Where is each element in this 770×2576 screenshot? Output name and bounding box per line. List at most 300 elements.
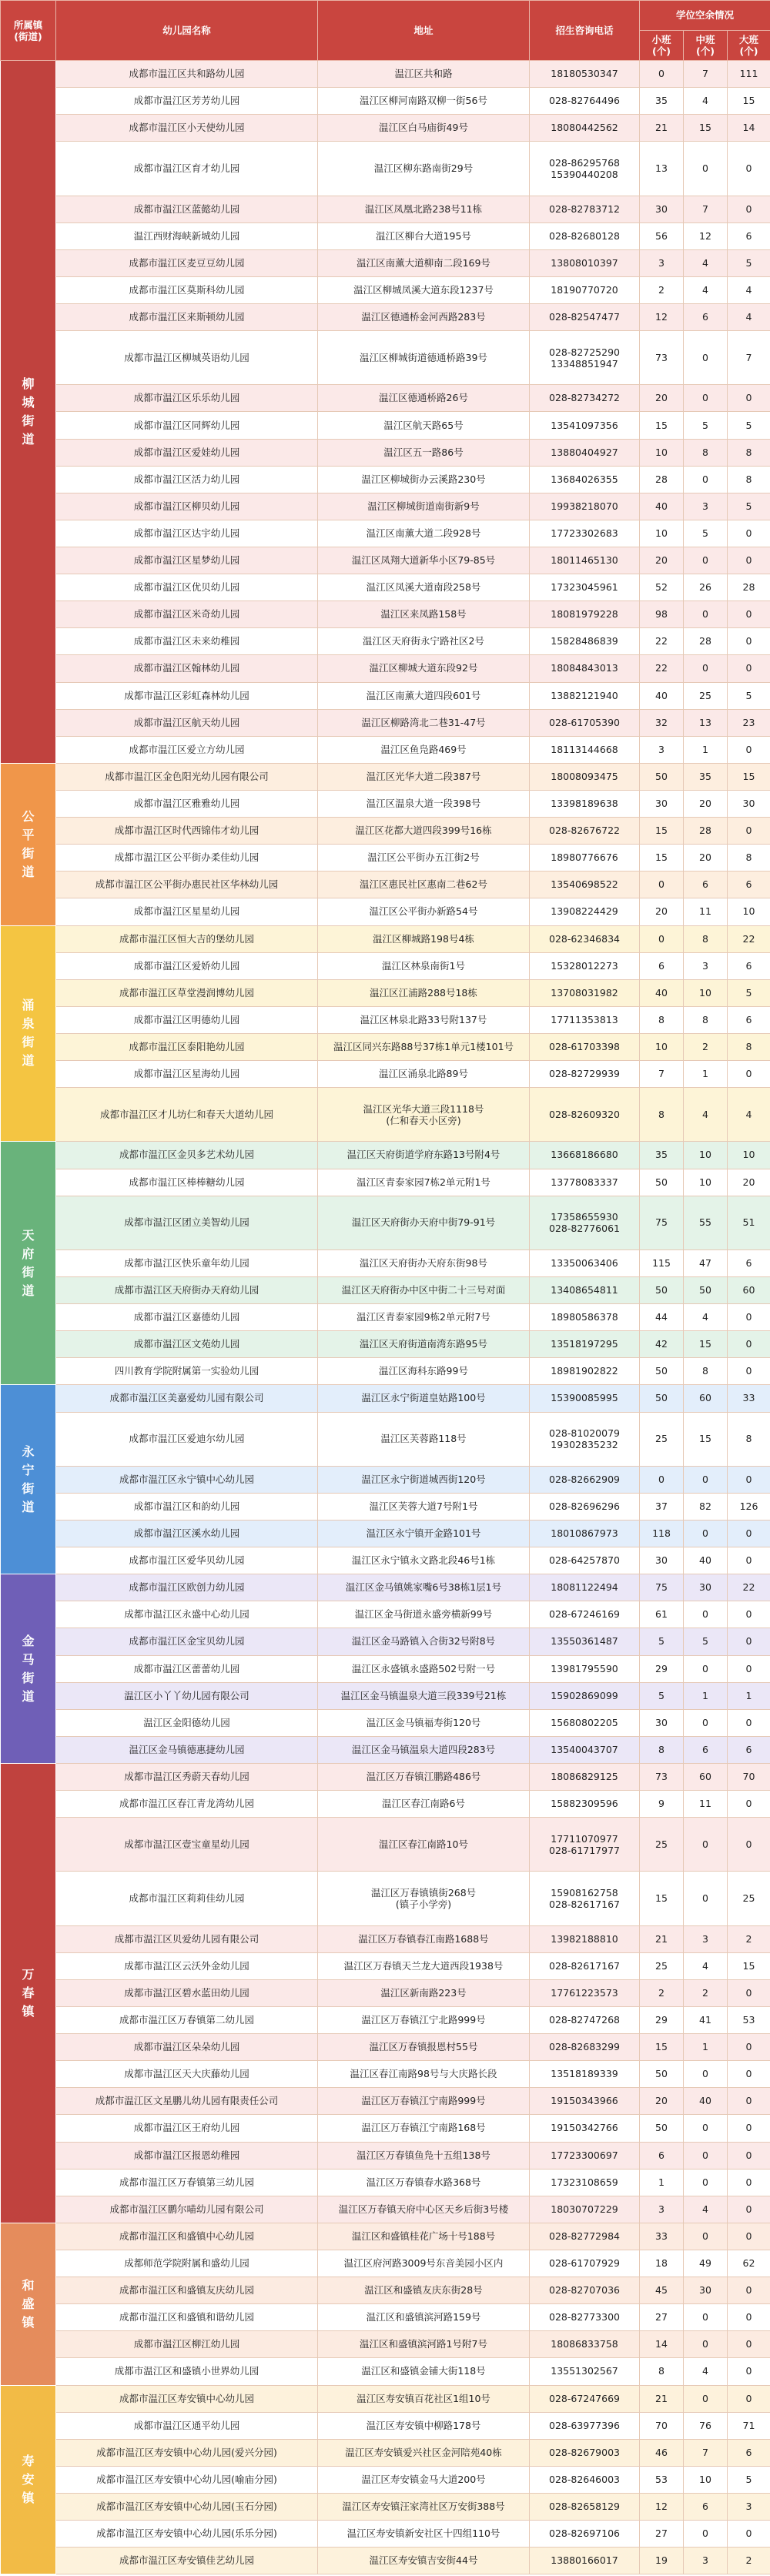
- middle-class-vacancy: 0: [684, 2521, 728, 2548]
- school-name: 成都市温江区爱迪尔幼儿园: [56, 1412, 318, 1466]
- phone: 18113144668: [530, 736, 640, 763]
- small-class-vacancy: 33: [640, 2223, 684, 2250]
- large-class-vacancy: 0: [728, 2223, 770, 2250]
- address: 温江区柳城街道德通桥路39号: [318, 331, 530, 385]
- school-name: 成都市温江区彩虹森林幼儿园: [56, 682, 318, 709]
- address: 温江区万春镇镇街268号 (镇子小学旁): [318, 1872, 530, 1925]
- table-row: [1, 1088, 770, 1142]
- table-row: [1, 1709, 770, 1736]
- school-name: 成都市温江区通平幼儿园: [56, 2412, 318, 2439]
- school-name: 成都市温江区达宇幼儿园: [56, 520, 318, 547]
- small-class-vacancy: 22: [640, 628, 684, 655]
- middle-class-vacancy: 0: [684, 2115, 728, 2142]
- phone: 028-67247669: [530, 2385, 640, 2412]
- table-row: [1, 493, 770, 520]
- table-row: [1, 2304, 770, 2331]
- phone: 028-82676722: [530, 818, 640, 845]
- phone: 13668186680: [530, 1142, 640, 1169]
- middle-class-vacancy: 8: [684, 1006, 728, 1033]
- address: 温江区五一路86号: [318, 439, 530, 466]
- school-name: 成都市温江区天府街办天府幼儿园: [56, 1276, 318, 1303]
- large-class-vacancy: 6: [728, 1250, 770, 1276]
- school-name: 成都市温江区天大庆藤幼儿园: [56, 2061, 318, 2088]
- middle-class-vacancy: 0: [684, 1818, 728, 1872]
- table-row: [1, 1196, 770, 1250]
- middle-class-vacancy: 20: [684, 790, 728, 817]
- phone: 18080442562: [530, 115, 640, 142]
- large-class-vacancy: 4: [728, 1088, 770, 1142]
- table-row: [1, 520, 770, 547]
- header-middle: 中班 (个): [684, 31, 728, 61]
- phone: 13518189339: [530, 2061, 640, 2088]
- phone: 028-82683299: [530, 2034, 640, 2061]
- table-row: [1, 2277, 770, 2304]
- phone: 19150342766: [530, 2115, 640, 2142]
- phone: 18084843013: [530, 655, 640, 682]
- address: 温江区金马镇温泉大道四段283号: [318, 1736, 530, 1763]
- table-row: [1, 547, 770, 574]
- address: 温江区公平街办五江街2号: [318, 845, 530, 871]
- table-row: [1, 439, 770, 466]
- school-name: 成都市温江区王府幼儿园: [56, 2115, 318, 2142]
- table-row: [1, 466, 770, 493]
- phone: 15882309596: [530, 1791, 640, 1818]
- phone: 028-82783712: [530, 196, 640, 222]
- middle-class-vacancy: 26: [684, 574, 728, 601]
- middle-class-vacancy: 7: [684, 2439, 728, 2466]
- large-class-vacancy: 0: [728, 818, 770, 845]
- small-class-vacancy: 9: [640, 1791, 684, 1818]
- table-row: [1, 2115, 770, 2142]
- school-name: 成都市温江区永盛中心幼儿园: [56, 1601, 318, 1628]
- large-class-vacancy: 0: [728, 2169, 770, 2196]
- school-name: 成都市温江区金色阳光幼儿园有限公司: [56, 763, 318, 790]
- phone: 13398189638: [530, 790, 640, 817]
- school-name: 成都市温江区万春镇第三幼儿园: [56, 2169, 318, 2196]
- table-row: [1, 2466, 770, 2493]
- table-row: [1, 1276, 770, 1303]
- address: 温江区鱼凫路469号: [318, 736, 530, 763]
- table-row: [1, 222, 770, 249]
- middle-class-vacancy: 0: [684, 1466, 728, 1493]
- middle-class-vacancy: 1: [684, 1682, 728, 1709]
- address: 温江区永宁街道城西街120号: [318, 1466, 530, 1493]
- phone: 028-61707929: [530, 2250, 640, 2277]
- large-class-vacancy: 0: [728, 1304, 770, 1331]
- school-name: 成都市温江区寿安镇中心幼儿园(玉石分园): [56, 2493, 318, 2520]
- phone: 028-67246169: [530, 1601, 640, 1628]
- table-row: [1, 88, 770, 115]
- header-phone: 招生咨询电话: [530, 1, 640, 61]
- large-class-vacancy: 0: [728, 1709, 770, 1736]
- phone: 13981795590: [530, 1655, 640, 1682]
- small-class-vacancy: 44: [640, 1304, 684, 1331]
- small-class-vacancy: 73: [640, 1763, 684, 1790]
- middle-class-vacancy: 28: [684, 818, 728, 845]
- school-name: 成都市温江区美嘉爱幼儿园有限公司: [56, 1385, 318, 1412]
- school-name: 成都市温江区麦豆豆幼儿园: [56, 249, 318, 276]
- school-name: 成都市温江区未来幼稚园: [56, 628, 318, 655]
- small-class-vacancy: 5: [640, 1628, 684, 1655]
- town-label: [1, 2223, 56, 2385]
- address: 温江区芙蓉路118号: [318, 1412, 530, 1466]
- school-name: 成都市温江区蕾蕾幼儿园: [56, 1655, 318, 1682]
- address: 温江区青泰家园7栋2单元附1号: [318, 1169, 530, 1196]
- address: 温江区金马街道永盛旁横新99号: [318, 1601, 530, 1628]
- middle-class-vacancy: 10: [684, 1169, 728, 1196]
- school-name: 成都市温江区文苑幼儿园: [56, 1331, 318, 1358]
- small-class-vacancy: 30: [640, 196, 684, 222]
- table-row: [1, 1385, 770, 1412]
- table-row: [1, 682, 770, 709]
- small-class-vacancy: 13: [640, 142, 684, 196]
- school-name: 成都市温江区柳贝幼儿园: [56, 493, 318, 520]
- school-name: 成都市温江区和盛镇小世界幼儿园: [56, 2358, 318, 2385]
- table-row: [1, 2412, 770, 2439]
- address: 温江区同兴东路88号37栋1单元1楼101号: [318, 1033, 530, 1060]
- phone: 17358655930 028-82776061: [530, 1196, 640, 1250]
- middle-class-vacancy: 3: [684, 952, 728, 979]
- address: 温江区德通桥金河西路283号: [318, 304, 530, 331]
- school-name: 成都市温江区和盛镇友庆幼儿园: [56, 2277, 318, 2304]
- address: 温江区万春镇春水路368号: [318, 2169, 530, 2196]
- small-class-vacancy: 25: [640, 1818, 684, 1872]
- school-name: 温江西财海峡新城幼儿园: [56, 222, 318, 249]
- table-row: [1, 2142, 770, 2169]
- middle-class-vacancy: 10: [684, 1142, 728, 1169]
- small-class-vacancy: 37: [640, 1493, 684, 1520]
- address: 温江区江浦路288号18栋: [318, 979, 530, 1006]
- phone: 028-81020079 19302835232: [530, 1412, 640, 1466]
- address: 温江区凤凰北路238号11栋: [318, 196, 530, 222]
- phone: 028-82662909: [530, 1466, 640, 1493]
- address: 温江区金马镇温泉大道三段339号21栋: [318, 1682, 530, 1709]
- small-class-vacancy: 118: [640, 1520, 684, 1547]
- school-name: 成都市温江区寿安镇中心幼儿园: [56, 2385, 318, 2412]
- middle-class-vacancy: 12: [684, 222, 728, 249]
- table-row: [1, 2358, 770, 2385]
- school-name: 成都市温江区莫斯科幼儿园: [56, 276, 318, 303]
- small-class-vacancy: 52: [640, 574, 684, 601]
- middle-class-vacancy: 2: [684, 1979, 728, 2006]
- small-class-vacancy: 18: [640, 2250, 684, 2277]
- school-name: 四川教育学院附属第一实验幼儿园: [56, 1358, 318, 1385]
- school-name: 成都市温江区金贝多艺术幼儿园: [56, 1142, 318, 1169]
- school-name: 成都市温江区欧创力幼儿园: [56, 1574, 318, 1601]
- large-class-vacancy: 0: [728, 1061, 770, 1088]
- middle-class-vacancy: 5: [684, 520, 728, 547]
- middle-class-vacancy: 60: [684, 1763, 728, 1790]
- town-label: [1, 1142, 56, 1385]
- town-name: 涌泉街道: [22, 998, 35, 1069]
- school-name: 成都市温江区和盛镇中心幼儿园: [56, 2223, 318, 2250]
- large-class-vacancy: 0: [728, 2304, 770, 2331]
- school-name: 成都市温江区公平街办惠民社区华林幼儿园: [56, 871, 318, 898]
- school-name: 成都市温江区乐乐幼儿园: [56, 385, 318, 412]
- school-name: 温江区金阳德幼儿园: [56, 1709, 318, 1736]
- small-class-vacancy: 40: [640, 493, 684, 520]
- small-class-vacancy: 73: [640, 331, 684, 385]
- small-class-vacancy: 20: [640, 385, 684, 412]
- large-class-vacancy: 28: [728, 574, 770, 601]
- table-row: [1, 952, 770, 979]
- small-class-vacancy: 10: [640, 439, 684, 466]
- large-class-vacancy: 8: [728, 845, 770, 871]
- school-name: 成都市温江区公平街办柔佳幼儿园: [56, 845, 318, 871]
- small-class-vacancy: 27: [640, 2521, 684, 2548]
- middle-class-vacancy: 6: [684, 1736, 728, 1763]
- small-class-vacancy: 8: [640, 1088, 684, 1142]
- school-name: 成都市温江区芳芳幼儿园: [56, 88, 318, 115]
- table-row: [1, 1358, 770, 1385]
- table-row: [1, 2439, 770, 2466]
- school-name: 成都市温江区优贝幼儿园: [56, 574, 318, 601]
- middle-class-vacancy: 3: [684, 1925, 728, 1952]
- large-class-vacancy: 0: [728, 2088, 770, 2115]
- middle-class-vacancy: 0: [684, 1709, 728, 1736]
- middle-class-vacancy: 0: [684, 466, 728, 493]
- school-name: 成都师范学院附属和盛幼儿园: [56, 2250, 318, 2277]
- small-class-vacancy: 15: [640, 412, 684, 439]
- school-name: 成都市温江区寿安镇中心幼儿园(乐乐分园): [56, 2521, 318, 2548]
- address: 温江区万春镇天府中心区天乡后街3号楼: [318, 2196, 530, 2223]
- school-name: 成都市温江区柳江幼儿园: [56, 2331, 318, 2358]
- header-address: 地址: [318, 1, 530, 61]
- large-class-vacancy: 6: [728, 1736, 770, 1763]
- school-name: 温江区小丫丫幼儿园有限公司: [56, 1682, 318, 1709]
- large-class-vacancy: 7: [728, 331, 770, 385]
- table-row: [1, 736, 770, 763]
- table-row: [1, 1574, 770, 1601]
- small-class-vacancy: 50: [640, 2115, 684, 2142]
- table-row: [1, 2385, 770, 2412]
- large-class-vacancy: 6: [728, 222, 770, 249]
- phone: 18081979228: [530, 601, 640, 628]
- address: 温江区光华大道三段1118号 (仁和春天小区旁): [318, 1088, 530, 1142]
- small-class-vacancy: 25: [640, 1412, 684, 1466]
- phone: 13778083337: [530, 1169, 640, 1196]
- phone: 13708031982: [530, 979, 640, 1006]
- address: 温江区温泉大道一段398号: [318, 790, 530, 817]
- middle-class-vacancy: 4: [684, 2358, 728, 2385]
- address: 温江区万春镇江宁北路999号: [318, 2006, 530, 2033]
- school-name: 成都市温江区共和路幼儿园: [56, 61, 318, 88]
- table-row: [1, 2521, 770, 2548]
- address: 温江区德通桥路26号: [318, 385, 530, 412]
- small-class-vacancy: 7: [640, 1061, 684, 1088]
- large-class-vacancy: 0: [728, 2331, 770, 2358]
- town-label: [1, 763, 56, 925]
- phone: 19150343966: [530, 2088, 640, 2115]
- small-class-vacancy: 70: [640, 2412, 684, 2439]
- large-class-vacancy: 4: [728, 304, 770, 331]
- large-class-vacancy: 51: [728, 1196, 770, 1250]
- middle-class-vacancy: 60: [684, 1385, 728, 1412]
- town-name: 柳城街道: [22, 376, 35, 447]
- phone: 028-82773300: [530, 2304, 640, 2331]
- school-name: 成都市温江区快乐童年幼儿园: [56, 1250, 318, 1276]
- middle-class-vacancy: 50: [684, 1276, 728, 1303]
- large-class-vacancy: 10: [728, 898, 770, 925]
- middle-class-vacancy: 0: [684, 1872, 728, 1925]
- table-row: [1, 249, 770, 276]
- middle-class-vacancy: 0: [684, 1655, 728, 1682]
- table-row: [1, 1304, 770, 1331]
- phone: 13518197295: [530, 1331, 640, 1358]
- school-name: 成都市温江区来斯顿幼儿园: [56, 304, 318, 331]
- table-row: [1, 2493, 770, 2520]
- small-class-vacancy: 3: [640, 249, 684, 276]
- table-row: [1, 2250, 770, 2277]
- address: 温江区府河路3009号东音美园小区内: [318, 2250, 530, 2277]
- school-name: 成都市温江区星海幼儿园: [56, 1061, 318, 1088]
- address: 温江区南薰大道二段928号: [318, 520, 530, 547]
- address: 温江区天府街道学府东路13号附4号: [318, 1142, 530, 1169]
- address: 温江区天府街永宁路社区2号: [318, 628, 530, 655]
- address: 温江区柳台大道195号: [318, 222, 530, 249]
- table-row: [1, 1006, 770, 1033]
- town-name: 寿安镇: [22, 2453, 35, 2505]
- table-row: [1, 1872, 770, 1925]
- address: 温江区花都大道四段399号16栋: [318, 818, 530, 845]
- small-class-vacancy: 56: [640, 222, 684, 249]
- table-row: [1, 655, 770, 682]
- table-row: [1, 574, 770, 601]
- phone: 028-64257870: [530, 1547, 640, 1574]
- phone: 028-61705390: [530, 709, 640, 736]
- small-class-vacancy: 46: [640, 2439, 684, 2466]
- address: 温江区涌泉北路89号: [318, 1061, 530, 1088]
- address: 温江区万春镇江宁南路999号: [318, 2088, 530, 2115]
- phone: 17711353813: [530, 1006, 640, 1033]
- table-row: [1, 1142, 770, 1169]
- middle-class-vacancy: 3: [684, 493, 728, 520]
- small-class-vacancy: 15: [640, 845, 684, 871]
- phone: 028-82658129: [530, 2493, 640, 2520]
- middle-class-vacancy: 8: [684, 1358, 728, 1385]
- middle-class-vacancy: 15: [684, 1331, 728, 1358]
- table-row: [1, 1250, 770, 1276]
- large-class-vacancy: 30: [728, 790, 770, 817]
- phone: 17323045961: [530, 574, 640, 601]
- middle-class-vacancy: 7: [684, 61, 728, 88]
- header-large: 大班 (个): [728, 31, 770, 61]
- phone: 19938218070: [530, 493, 640, 520]
- town-label: [1, 925, 56, 1142]
- large-class-vacancy: 2: [728, 1925, 770, 1952]
- phone: 13908224429: [530, 898, 640, 925]
- school-name: 成都市温江区航天幼儿园: [56, 709, 318, 736]
- small-class-vacancy: 40: [640, 682, 684, 709]
- small-class-vacancy: 42: [640, 1331, 684, 1358]
- large-class-vacancy: 0: [728, 628, 770, 655]
- large-class-vacancy: 0: [728, 2277, 770, 2304]
- middle-class-vacancy: 0: [684, 547, 728, 574]
- school-name: 成都市温江区万春镇第二幼儿园: [56, 2006, 318, 2033]
- address: 温江区寿安镇百花社区1组10号: [318, 2385, 530, 2412]
- small-class-vacancy: 45: [640, 2277, 684, 2304]
- address: 温江区天府街办中区中街二十三号对面: [318, 1276, 530, 1303]
- phone: 18190770720: [530, 276, 640, 303]
- address: 温江区光华大道二段387号: [318, 763, 530, 790]
- large-class-vacancy: 5: [728, 979, 770, 1006]
- table-row: [1, 276, 770, 303]
- large-class-vacancy: 4: [728, 276, 770, 303]
- large-class-vacancy: 0: [728, 601, 770, 628]
- table-row: [1, 1520, 770, 1547]
- large-class-vacancy: 70: [728, 1763, 770, 1790]
- address: 温江区天府街道南湾东路95号: [318, 1331, 530, 1358]
- large-class-vacancy: 0: [728, 1655, 770, 1682]
- small-class-vacancy: 115: [640, 1250, 684, 1276]
- large-class-vacancy: 0: [728, 2358, 770, 2385]
- phone: 17723302683: [530, 520, 640, 547]
- phone: 028-82734272: [530, 385, 640, 412]
- table-row: [1, 1466, 770, 1493]
- header-name: 幼儿园名称: [56, 1, 318, 61]
- phone: 13982188810: [530, 1925, 640, 1952]
- large-class-vacancy: 5: [728, 493, 770, 520]
- middle-class-vacancy: 6: [684, 871, 728, 898]
- table-row: [1, 1736, 770, 1763]
- middle-class-vacancy: 0: [684, 331, 728, 385]
- large-class-vacancy: 22: [728, 925, 770, 952]
- school-name: 成都市温江区泰阳艳幼儿园: [56, 1033, 318, 1060]
- phone: 17723300697: [530, 2142, 640, 2169]
- address: 温江区万春镇鱼凫十五组138号: [318, 2142, 530, 2169]
- middle-class-vacancy: 55: [684, 1196, 728, 1250]
- table-row: [1, 2088, 770, 2115]
- phone: 15902869099: [530, 1682, 640, 1709]
- table-row: [1, 1682, 770, 1709]
- small-class-vacancy: 22: [640, 655, 684, 682]
- address: 温江区金马镇姚家嘴6号38栋1层1号: [318, 1574, 530, 1601]
- phone: 15680802205: [530, 1709, 640, 1736]
- middle-class-vacancy: 0: [684, 142, 728, 196]
- phone: 028-82680128: [530, 222, 640, 249]
- table-row: [1, 1791, 770, 1818]
- large-class-vacancy: 0: [728, 1791, 770, 1818]
- address: 温江区惠民社区惠南二巷62号: [318, 871, 530, 898]
- large-class-vacancy: 5: [728, 412, 770, 439]
- phone: 13541097356: [530, 412, 640, 439]
- header-vacancy: 学位空余情况: [640, 1, 770, 31]
- small-class-vacancy: 29: [640, 2006, 684, 2033]
- table-row: [1, 1628, 770, 1655]
- large-class-vacancy: 33: [728, 1385, 770, 1412]
- address: 温江区柳东路南街29号: [318, 142, 530, 196]
- middle-class-vacancy: 30: [684, 1574, 728, 1601]
- middle-class-vacancy: 1: [684, 736, 728, 763]
- middle-class-vacancy: 10: [684, 979, 728, 1006]
- middle-class-vacancy: 11: [684, 1791, 728, 1818]
- small-class-vacancy: 75: [640, 1574, 684, 1601]
- small-class-vacancy: 6: [640, 2142, 684, 2169]
- town-label: [1, 1385, 56, 1574]
- table-row: [1, 61, 770, 88]
- middle-class-vacancy: 1: [684, 1061, 728, 1088]
- large-class-vacancy: 15: [728, 1952, 770, 1979]
- small-class-vacancy: 21: [640, 2385, 684, 2412]
- middle-class-vacancy: 0: [684, 2061, 728, 2088]
- town-label: [1, 1574, 56, 1764]
- small-class-vacancy: 8: [640, 2358, 684, 2385]
- middle-class-vacancy: 4: [684, 1304, 728, 1331]
- large-class-vacancy: 0: [728, 736, 770, 763]
- large-class-vacancy: 1: [728, 1682, 770, 1709]
- table-row: [1, 1952, 770, 1979]
- phone: 18081122494: [530, 1574, 640, 1601]
